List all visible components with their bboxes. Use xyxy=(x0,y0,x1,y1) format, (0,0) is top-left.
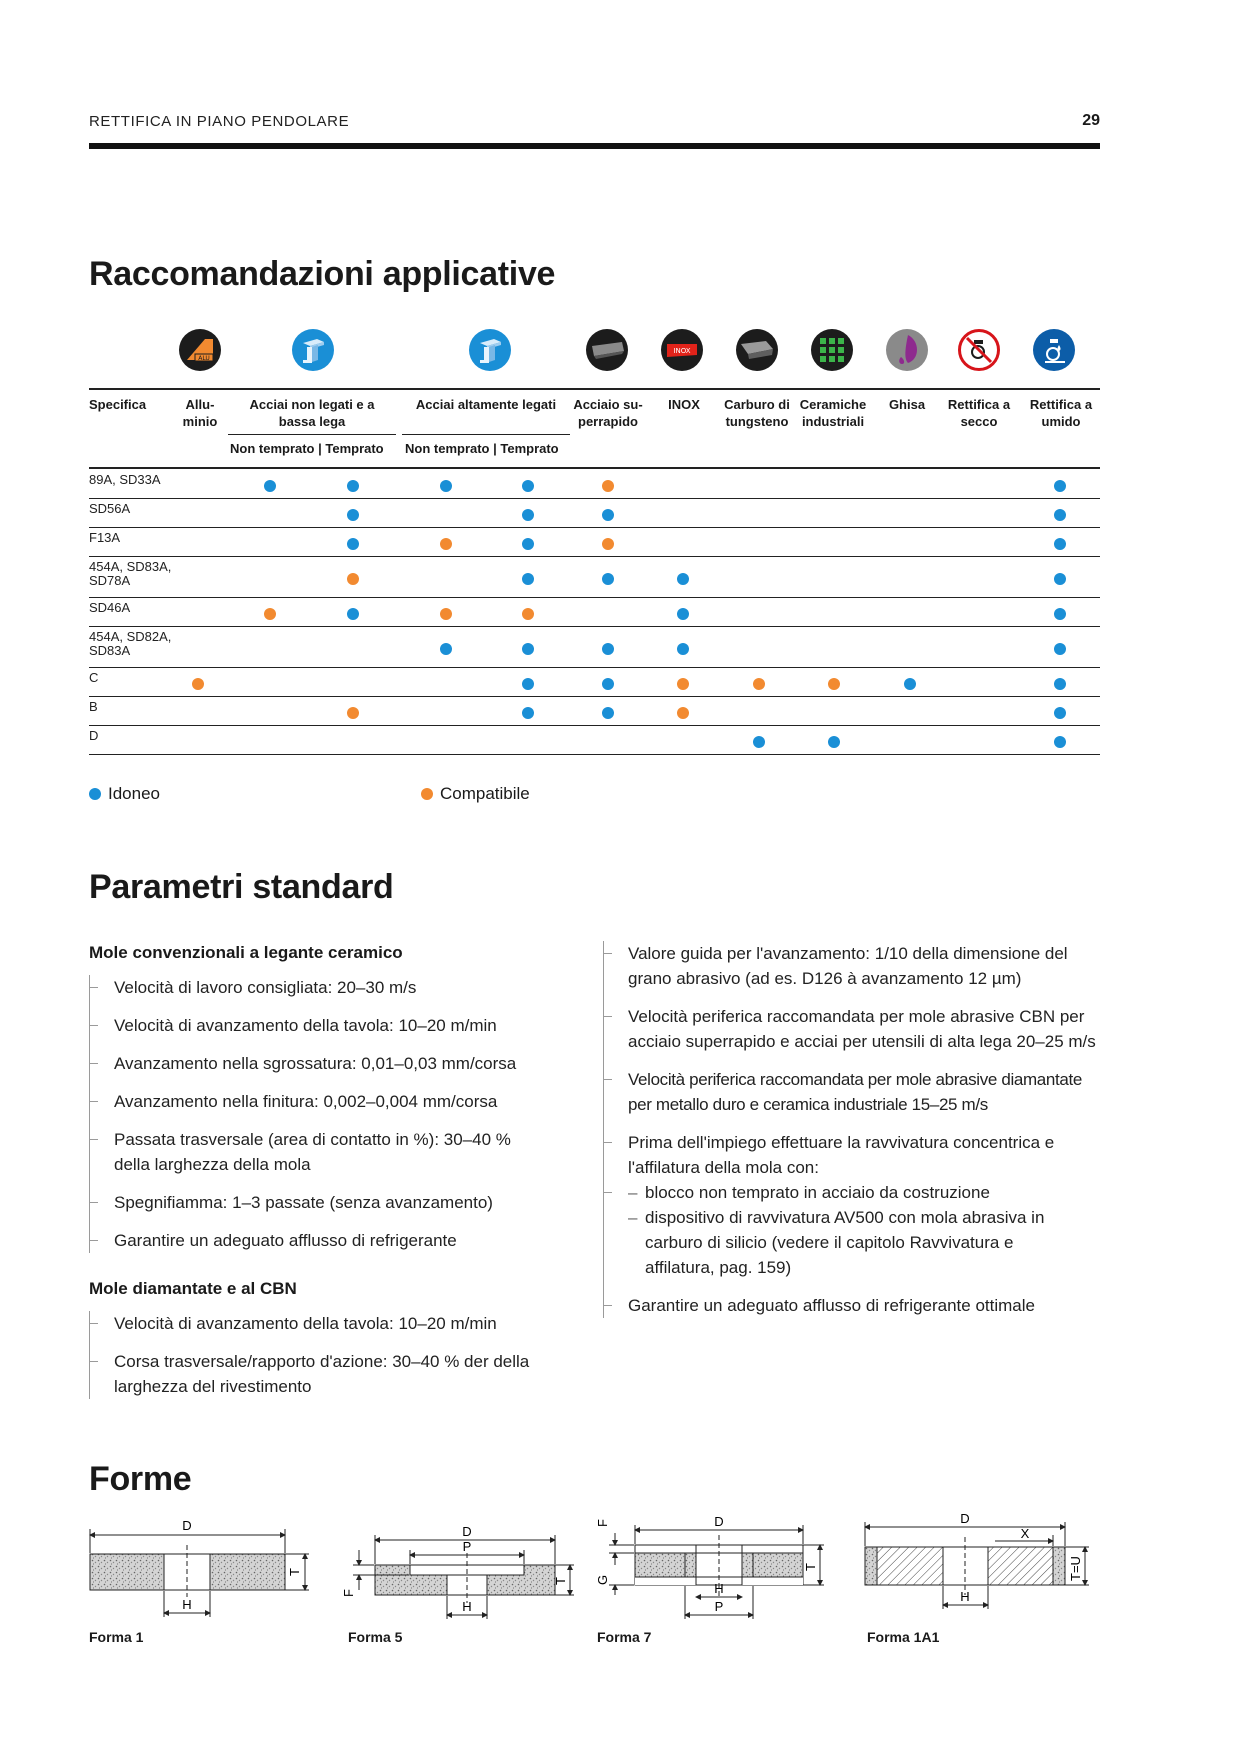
row-label: C xyxy=(89,670,99,685)
compatible-dot xyxy=(753,678,765,690)
ideal-dot xyxy=(1054,678,1066,690)
ideal-dot xyxy=(1054,707,1066,719)
col-header-hss: Acciaio su- perrapido xyxy=(573,397,643,429)
ceramic-subtitle: Mole convenzionali a legante ceramico xyxy=(89,943,403,962)
ideal-dot xyxy=(347,538,359,550)
list-item: Velocità di avanzamento della tavola: 10–20 m/min xyxy=(90,1013,585,1038)
col-header-aluminium: Allu- minio xyxy=(182,397,218,429)
page-number: 29 xyxy=(1082,112,1100,129)
table-header-rule xyxy=(89,467,1100,469)
row-divider xyxy=(89,498,1100,499)
ideal-dot xyxy=(347,509,359,521)
ideal-dot xyxy=(904,678,916,690)
compatible-dot xyxy=(602,538,614,550)
compatible-dot xyxy=(602,480,614,492)
row-divider xyxy=(89,597,1100,598)
subheader-rule xyxy=(228,434,396,435)
subheader-low-alloy: Non temprato | Temprato xyxy=(230,441,384,456)
label-d: D xyxy=(960,1511,970,1526)
ceramic-icon xyxy=(811,329,853,371)
ideal-dot xyxy=(677,643,689,655)
list-item: Velocità di avanzamento della tavola: 10–20 m/min xyxy=(90,1311,585,1336)
row-label: B xyxy=(89,699,98,714)
label-f: F xyxy=(595,1519,610,1527)
row-label: SD56A xyxy=(89,501,131,516)
sub-list xyxy=(604,1180,1101,1280)
alu-icon xyxy=(179,329,221,371)
row-label: 454A, SD82A, SD83A xyxy=(89,629,172,658)
running-header: RETTIFICA IN PIANO PENDOLARE xyxy=(89,113,350,130)
ideal-dot xyxy=(522,678,534,690)
compatible-dot xyxy=(522,608,534,620)
carbide-icon xyxy=(736,329,778,371)
steel-beam-icon xyxy=(469,329,511,371)
col-header-carbide: Carburo di tungsteno xyxy=(724,397,790,429)
caption-forma-7: Forma 7 xyxy=(597,1629,652,1645)
row-label: 89A, SD33A xyxy=(89,472,161,487)
legend-compatible: Compatibile xyxy=(421,784,530,804)
row-label: 454A, SD83A, SD78A xyxy=(89,559,172,588)
dry-grinding-icon xyxy=(958,329,1000,371)
svg-text:ALU: ALU xyxy=(198,355,210,362)
diamond-subtitle: Mole diamantate e al CBN xyxy=(89,1279,297,1298)
svg-text:INOX: INOX xyxy=(673,347,691,355)
col-header-dry: Rettifica a secco xyxy=(947,397,1011,429)
col-header-cast-iron: Ghisa xyxy=(888,397,926,412)
col-header-low-alloy: Acciai non legati e a bassa lega xyxy=(249,397,375,429)
ideal-dot xyxy=(440,480,452,492)
ideal-dot xyxy=(1054,643,1066,655)
row-label: F13A xyxy=(89,530,121,545)
row-divider xyxy=(89,626,1100,627)
row-divider xyxy=(89,556,1100,557)
label-h: H xyxy=(960,1589,970,1604)
legend-ideal: Idoneo xyxy=(89,784,160,804)
label-d: D xyxy=(714,1514,724,1529)
col-header-inox: INOX xyxy=(668,397,700,412)
ideal-dot xyxy=(1054,538,1066,550)
list-item: Avanzamento nella finitura: 0,002–0,004 mm/corsa xyxy=(90,1089,585,1114)
col-header-high-alloy: Acciai altamente legati xyxy=(415,397,557,412)
ideal-dot xyxy=(440,643,452,655)
ideal-dot xyxy=(347,480,359,492)
compatible-dot xyxy=(677,678,689,690)
ideal-dot xyxy=(602,643,614,655)
list-item: Garantire un adeguato afflusso di refrigerante ottimale xyxy=(604,1293,1101,1318)
label-t-u: T=U xyxy=(1068,1556,1083,1581)
subheader-high-alloy: Non temprato | Temprato xyxy=(405,441,559,456)
compatible-dot xyxy=(347,573,359,585)
shapes-title: Forme xyxy=(89,1460,192,1498)
caption-forma-5: Forma 5 xyxy=(348,1629,403,1645)
list-item: Prima dell'impiego effettuare la ravvivatura concentrica e l'affilatura della mola con: xyxy=(604,1130,1101,1180)
ideal-dot xyxy=(1054,736,1066,748)
label-t: T xyxy=(553,1577,568,1585)
label-d: D xyxy=(182,1518,192,1533)
label-h: H xyxy=(462,1599,472,1614)
ceramic-list xyxy=(89,975,585,1253)
row-divider xyxy=(89,754,1100,755)
label-t: T xyxy=(287,1568,302,1576)
row-divider xyxy=(89,527,1100,528)
list-item: Garantire un adeguato afflusso di refrigerante xyxy=(90,1228,585,1253)
list-item: Corsa trasversale/rapporto d'azione: 30–40 % der della larghezza del rivestimento xyxy=(90,1349,584,1399)
label-d: D xyxy=(462,1524,472,1539)
compatible-dot xyxy=(440,538,452,550)
row-divider xyxy=(89,696,1100,697)
compatible-dot xyxy=(828,678,840,690)
ideal-dot xyxy=(602,509,614,521)
shape-forma-5 xyxy=(341,1524,574,1619)
list-item: Velocità periferica raccomandata per mole abrasive diamantate per metallo duro e ceramica industriale 15–25 m/s xyxy=(604,1067,1101,1117)
sub-item: – dispositivo di ravvivatura AV500 con mola abrasiva in carburo di silicio (vedere il capitolo Ravvivatura e affilatura, pag. 159) xyxy=(628,1205,1075,1280)
compatible-dot xyxy=(264,608,276,620)
steel-beam-icon xyxy=(292,329,334,371)
caption-forma-1: Forma 1 xyxy=(89,1629,144,1645)
label-f: F xyxy=(341,1589,356,1597)
parameters-title: Parametri standard xyxy=(89,868,394,906)
ideal-dot xyxy=(1054,573,1066,585)
caption-forma-1a1: Forma 1A1 xyxy=(867,1629,940,1645)
shape-forma-7 xyxy=(595,1514,824,1619)
right-list xyxy=(603,941,1101,1318)
compatible-dot xyxy=(677,707,689,719)
ideal-dot xyxy=(677,573,689,585)
recommendations-title: Raccomandazioni applicative xyxy=(89,255,556,293)
label-p: P xyxy=(714,1599,724,1614)
ideal-dot xyxy=(602,678,614,690)
shape-forma-1 xyxy=(90,1518,309,1617)
subheader-rule xyxy=(402,434,570,435)
diamond-list xyxy=(89,1311,585,1399)
table-top-rule xyxy=(89,388,1100,390)
ideal-dot xyxy=(1054,509,1066,521)
wet-grinding-icon xyxy=(1033,329,1075,371)
ideal-dot xyxy=(677,608,689,620)
ideal-dot xyxy=(828,736,840,748)
row-label: SD46A xyxy=(89,600,131,615)
list-item: Avanzamento nella sgrossatura: 0,01–0,03 mm/corsa xyxy=(90,1051,585,1076)
compatible-dot xyxy=(421,788,433,800)
ideal-dot xyxy=(522,707,534,719)
list-item: Passata trasversale (area di contatto in %): 30–40 % della larghezza della mola xyxy=(90,1127,544,1177)
ideal-dot xyxy=(522,509,534,521)
ideal-dot xyxy=(522,643,534,655)
row-divider xyxy=(89,725,1100,726)
list-item: Velocità di lavoro consigliata: 20–30 m/s xyxy=(90,975,585,1000)
label-x: X xyxy=(1020,1526,1030,1541)
ideal-dot xyxy=(89,788,101,800)
ideal-dot xyxy=(602,707,614,719)
col-header-ceramic: Ceramiche industriali xyxy=(799,397,867,429)
ideal-dot xyxy=(347,608,359,620)
ideal-dot xyxy=(1054,480,1066,492)
ideal-dot xyxy=(1054,608,1066,620)
ideal-dot xyxy=(602,573,614,585)
label-g: G xyxy=(595,1574,610,1585)
compatible-dot xyxy=(440,608,452,620)
cast-iron-icon xyxy=(886,329,928,371)
compatible-dot xyxy=(192,678,204,690)
row-divider xyxy=(89,667,1100,668)
hss-icon xyxy=(586,329,628,371)
col-header-wet: Rettifica a umido xyxy=(1029,397,1093,429)
label-p: P xyxy=(462,1539,472,1554)
row-label: D xyxy=(89,728,99,743)
shapes-diagrams xyxy=(85,1505,1105,1625)
inox-icon xyxy=(661,329,703,371)
ideal-dot xyxy=(264,480,276,492)
label-t: T xyxy=(803,1563,818,1571)
list-item: Valore guida per l'avanzamento: 1/10 della dimensione del grano abrasivo (ad es. D126 à avanzamento 12 µm) xyxy=(604,941,1101,991)
label-h: H xyxy=(182,1597,192,1612)
shape-forma-1a1 xyxy=(865,1511,1089,1609)
list-item: Spegnifiamma: 1–3 passate (senza avanzamento) xyxy=(90,1190,585,1215)
ideal-dot xyxy=(753,736,765,748)
ideal-dot xyxy=(522,480,534,492)
ideal-dot xyxy=(522,573,534,585)
list-item: Velocità periferica raccomandata per mole abrasive CBN per acciaio superrapido e acciai per utensili di alta lega 20–25 m/s xyxy=(604,1004,1101,1054)
header-rule xyxy=(89,143,1100,149)
ideal-dot xyxy=(522,538,534,550)
label-h: H xyxy=(714,1581,724,1596)
compatible-dot xyxy=(347,707,359,719)
col-header-spec: Specifica xyxy=(89,397,147,412)
sub-item: – blocco non temprato in acciaio da costruzione xyxy=(628,1180,1101,1205)
